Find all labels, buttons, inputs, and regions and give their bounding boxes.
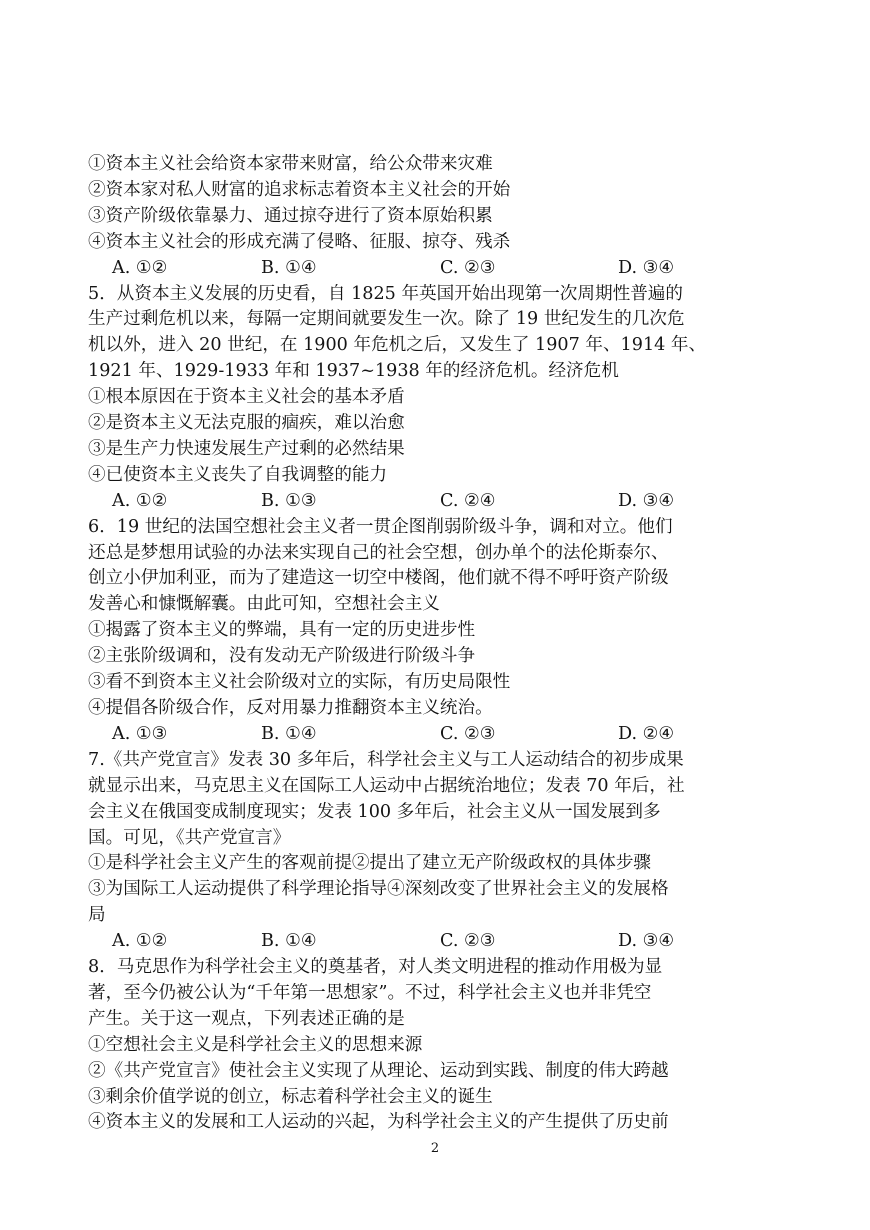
question-5-statements [88, 385, 788, 489]
statement: ④已使资本主义丧失了自我调整的能力 [88, 464, 388, 485]
option-c: C. ②③ [440, 257, 496, 278]
option-d: D. ③④ [618, 257, 675, 278]
option-a: A. ①③ [112, 723, 168, 744]
option-a: A. ①② [112, 490, 168, 511]
statement: ④资本主义的发展和工人运动的兴起，为科学社会主义的产生提供了历史前 [88, 1112, 669, 1133]
statement: ①空想社会主义是科学社会主义的思想来源 [88, 1034, 423, 1055]
question-8-statements [88, 1033, 788, 1137]
option-b: B. ①④ [261, 931, 317, 952]
option-d: D. ②④ [618, 723, 675, 744]
question-5-stem [88, 282, 788, 386]
statement: ②是资本主义无法克服的痼疾，难以治愈 [88, 413, 405, 434]
stem-line: 产生。关于这一观点，下列表述正确的是 [88, 1008, 405, 1029]
statement: ①资本主义社会给资本家带来财富，给公众带来灾难 [88, 154, 493, 174]
question-page [88, 152, 788, 1136]
option-b: B. ①③ [261, 490, 317, 511]
stem-line: 创立小伊加利亚，而为了建造这一切空中楼阁，他们就不得不呼吁资产阶级 [88, 568, 669, 589]
option-b: B. ①④ [261, 257, 317, 278]
statement: ④资本主义社会的形成充满了侵略、征服、掠夺、残杀 [88, 231, 511, 252]
statement: ③为国际工人运动提供了科学理论指导④深刻改变了世界社会主义的发展格 [88, 879, 669, 900]
question-7-options [88, 929, 788, 955]
question-7-statements [88, 851, 788, 929]
statement: ②资本家对私人财富的追求标志着资本主义社会的开始 [88, 179, 511, 200]
stem-line: 生产过剩危机以来，每隔一定期间就要发生一次。除了 19 世纪发生的几次危 [88, 309, 685, 330]
question-4-options [88, 256, 788, 282]
statement: ②《共产党宣言》使社会主义实现了从理论、运动到实践、制度的伟大跨越 [88, 1060, 669, 1081]
statement: ③看不到资本主义社会阶级对立的实际，有历史局限性 [88, 672, 511, 693]
stem-line: 1921 年、1929-1933 年和 1937~1938 年的经济危机。经济危机 [88, 361, 619, 382]
stem-line: 就显示出来，马克思主义在国际工人运动中占据统治地位；发表 70 年后，社 [88, 775, 685, 796]
option-a: A. ①② [112, 257, 168, 278]
stem-line: 发善心和慷慨解囊。由此可知，空想社会主义 [88, 594, 440, 615]
option-c: C. ②③ [440, 723, 496, 744]
option-a: A. ①② [112, 931, 168, 952]
statement: ③是生产力快速发展生产过剩的必然结果 [88, 438, 405, 459]
stem-line: 机以外，进入 20 世纪，在 1900 年危机之后，又发生了 1907 年、1914 年、 [88, 335, 707, 356]
stem-line: 7.《共产党宣言》发表 30 多年后，科学社会主义与工人运动结合的初步成果 [88, 749, 684, 770]
stem-line: 6．19 世纪的法国空想社会主义者一贯企图削弱阶级斗争，调和对立。他们 [88, 516, 673, 537]
option-b: B. ①④ [261, 723, 317, 744]
question-6-stem [88, 515, 788, 619]
statement: ③资产阶级依靠暴力、通过掠夺进行了资本原始积累 [88, 205, 493, 226]
statement: ①根本原因在于资本主义社会的基本矛盾 [88, 387, 405, 408]
question-6-options [88, 722, 788, 748]
statement: ①揭露了资本主义的弊端，具有一定的历史进步性 [88, 620, 476, 641]
statement: ④提倡各阶级合作，反对用暴力推翻资本主义统治。 [88, 698, 493, 718]
stem-line: 会主义在俄国变成制度现实；发表 100 多年后，社会主义从一国发展到多 [88, 801, 661, 822]
stem-line: 8．马克思作为科学社会主义的奠基者，对人类文明进程的推动作用极为显 [88, 957, 663, 978]
statement: ②主张阶级调和，没有发动无产阶级进行阶级斗争 [88, 646, 476, 667]
stem-line: 5．从资本主义发展的历史看，自 1825 年英国开始出现第一次周期性普遍的 [88, 283, 683, 304]
page-number: 2 [430, 1141, 440, 1156]
stem-line: 还总是梦想用试验的办法来实现自己的社会空想，创办单个的法伦斯泰尔、 [88, 542, 669, 563]
option-d: D. ③④ [618, 490, 675, 511]
question-7-stem [88, 748, 788, 852]
question-5-options [88, 489, 788, 515]
question-8-stem [88, 955, 788, 1033]
statement: ③剩余价值学说的创立，标志着科学社会主义的诞生 [88, 1086, 493, 1107]
statement: 局 [88, 905, 106, 926]
stem-line: 国。可见，《共产党宣言》 [88, 827, 291, 848]
option-c: C. ②③ [440, 931, 496, 952]
option-c: C. ②④ [440, 490, 496, 511]
question-6-statements [88, 618, 788, 722]
option-d: D. ③④ [618, 931, 675, 952]
statement: ①是科学社会主义产生的客观前提②提出了建立无产阶级政权的具体步骤 [88, 853, 652, 874]
stem-line: 著，至今仍被公认为“千年第一思想家”。不过，科学社会主义也并非凭空 [88, 982, 652, 1003]
question-4-statements [88, 152, 788, 256]
